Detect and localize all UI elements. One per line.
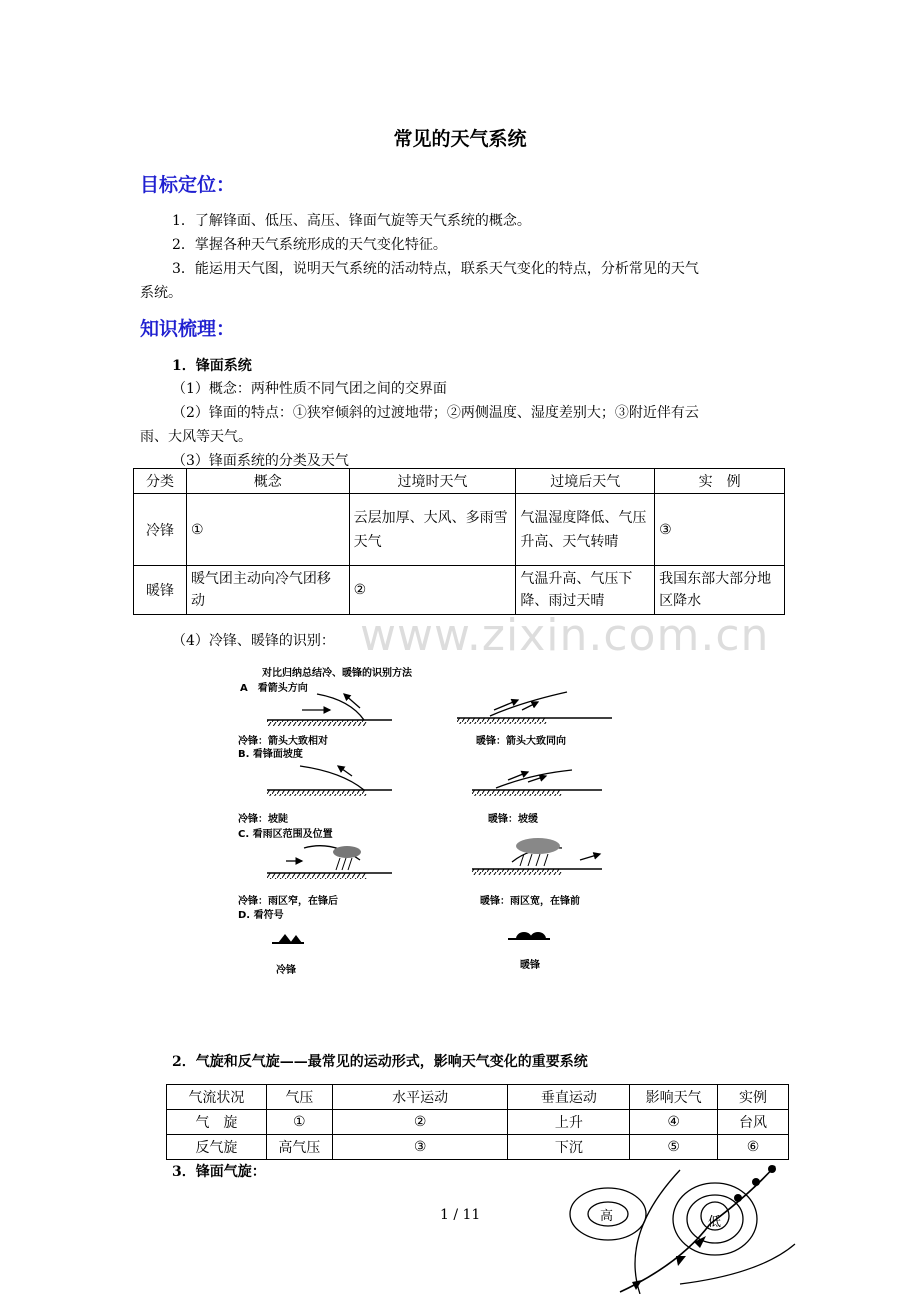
- table-cell: ⑤: [630, 1135, 718, 1160]
- table-row: [134, 494, 785, 566]
- front-classification: （3）锋面系统的分类及天气: [172, 453, 349, 469]
- front-features: （2）锋面的特点：①狭窄倾斜的过渡地带；②两侧温度、湿度差别大；③附近伴有云: [172, 405, 699, 421]
- front-identification-figure: [232, 662, 632, 982]
- table-cell: 气温湿度降低、气压升高、天气转晴: [516, 494, 655, 566]
- table-cell: ⑥: [718, 1135, 789, 1160]
- warm-front-symbol-icon: [508, 932, 550, 939]
- table-cell: 冷锋: [134, 494, 187, 566]
- figure-caption-a-cold: 冷锋：箭头大致相对: [238, 736, 328, 747]
- map-high-label: 高: [600, 1209, 614, 1224]
- table-header: 实 例: [655, 469, 785, 494]
- table-header: 概念: [186, 469, 349, 494]
- figure-caption-c-warm: 暖锋：雨区宽，在锋前: [480, 896, 580, 907]
- front-identification: （4）冷锋、暖锋的识别：: [172, 633, 335, 649]
- figure-label-d: D. 看符号: [238, 910, 284, 921]
- table-cell: ③: [332, 1135, 508, 1160]
- table-cell: ②: [349, 566, 516, 615]
- table-cell: ③: [655, 494, 785, 566]
- table-cell: ①: [266, 1110, 332, 1135]
- diagram-b-cold: [267, 766, 392, 796]
- table-header: 过境时天气: [349, 469, 516, 494]
- table-cell: 台风: [718, 1110, 789, 1135]
- table-header: 气压: [266, 1085, 332, 1110]
- table-row: [167, 1135, 789, 1160]
- table-header: 分类: [134, 469, 187, 494]
- figure-label-b: B. 看锋面坡度: [238, 749, 303, 760]
- front-table: [133, 468, 785, 615]
- diagram-a-cold: [267, 694, 392, 726]
- table-header: 垂直运动: [508, 1085, 630, 1110]
- table-cell: 暖气团主动向冷气团移动: [186, 566, 349, 615]
- front-features-cont: 雨、大风等天气。: [140, 429, 252, 445]
- goal-item-3-cont: 系统。: [140, 285, 182, 301]
- figure-caption-d-warm: 暖锋: [520, 960, 540, 971]
- figure-caption-d-cold: 冷锋: [276, 965, 296, 976]
- map-low-label: 低: [708, 1215, 722, 1230]
- table-cell: ①: [186, 494, 349, 566]
- table-cell: 反气旋: [167, 1135, 267, 1160]
- table-cell: ④: [630, 1110, 718, 1135]
- table-cell: 暖锋: [134, 566, 187, 615]
- diagram-a-warm: [457, 692, 612, 724]
- figure-caption-a-warm: 暖锋：箭头大致同向: [476, 736, 566, 747]
- table-header: 实例: [718, 1085, 789, 1110]
- figure-title: 对比归纳总结冷、暖锋的识别方法: [262, 668, 412, 679]
- diagram-c-warm: [472, 838, 602, 875]
- goal-item-1: 1．了解锋面、低压、高压、锋面气旋等天气系统的概念。: [172, 213, 531, 229]
- front-concept: （1）概念：两种性质不同气团之间的交界面: [172, 381, 447, 397]
- table-cell: 气 旋: [167, 1110, 267, 1135]
- goal-item-3: 3．能运用天气图，说明天气系统的活动特点，联系天气变化的特点，分析常见的天气: [172, 261, 699, 277]
- figure-label-a: A 看箭头方向: [240, 683, 308, 694]
- table-cell: 上升: [508, 1110, 630, 1135]
- cyclone-table: [166, 1084, 789, 1160]
- table-cell: 下沉: [508, 1135, 630, 1160]
- front-diagrams: [232, 662, 632, 982]
- watermark: www.zixin.com.cn: [360, 610, 770, 661]
- figure-caption-b-cold: 冷锋：坡陡: [238, 814, 288, 825]
- table-header: 气流状况: [167, 1085, 267, 1110]
- frontal-cyclone-map: [560, 1164, 800, 1294]
- cold-front-symbol-icon: [272, 934, 304, 943]
- subsection-front-title: 1．锋面系统: [172, 358, 252, 374]
- frontal-cyclone-title: 3．锋面气旋：: [172, 1164, 266, 1180]
- table-cell: 云层加厚、大风、多雨雪天气: [349, 494, 516, 566]
- cyclone-section-title: 2．气旋和反气旋——最常见的运动形式，影响天气变化的重要系统: [172, 1054, 588, 1070]
- table-cell: 气温升高、气压下降、雨过天晴: [516, 566, 655, 615]
- diagram-c-cold: [267, 846, 392, 879]
- goal-item-2: 2．掌握各种天气系统形成的天气变化特征。: [172, 237, 447, 253]
- table-header: 水平运动: [332, 1085, 508, 1110]
- table-cell: 我国东部大部分地区降水: [655, 566, 785, 615]
- diagram-b-warm: [472, 770, 602, 796]
- table-row: [134, 566, 785, 615]
- table-row: [167, 1110, 789, 1135]
- page-title: 常见的天气系统: [393, 128, 527, 150]
- table-cell: ②: [332, 1110, 508, 1135]
- table-cell: 高气压: [266, 1135, 332, 1160]
- heading-knowledge: 知识梳理：: [140, 318, 236, 340]
- page-number: 1 / 11: [440, 1207, 481, 1223]
- figure-label-c: C. 看雨区范围及位置: [238, 829, 333, 840]
- table-header: 过境后天气: [516, 469, 655, 494]
- figure-caption-c-cold: 冷锋：雨区窄，在锋后: [238, 896, 338, 907]
- figure-caption-b-warm: 暖锋：坡缓: [488, 814, 538, 825]
- table-header: 影响天气: [630, 1085, 718, 1110]
- heading-goals: 目标定位：: [140, 174, 236, 196]
